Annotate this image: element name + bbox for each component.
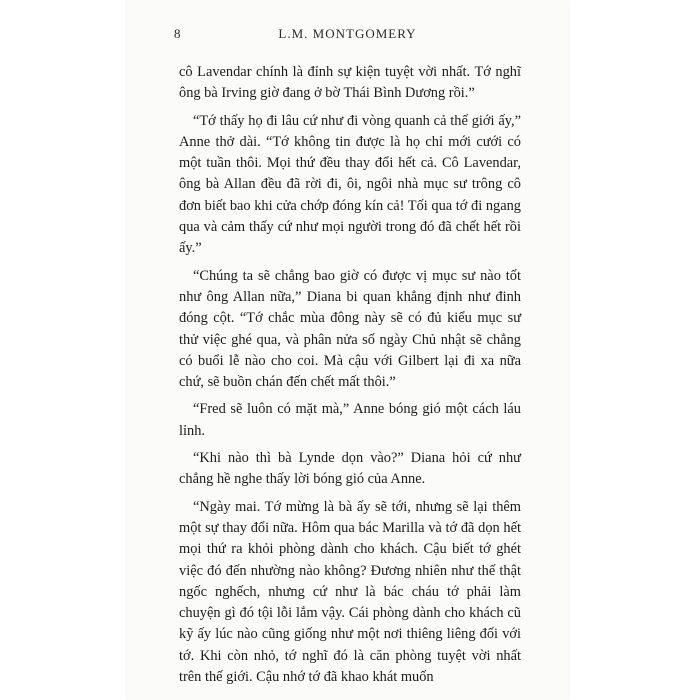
paragraph: “Ngày mai. Tớ mừng là bà ấy sẽ tới, nhưng sẽ lại thêm một sự thay đổi nữa. Hôm qua bác Marilla và tớ đã dọn hết mọi thứ ra khỏi phòng dành cho khách. Cậu biết tớ ghét việc đó đến nhường nào không? Đương nhiên như thế thật ngốc nghếch, nhưng cứ như là bác cháu tớ phải làm chuyện gì đó tội lỗi lắm vậy. Cái phòng dành cho khách cũ kỹ ấy lúc nào cũng giống như một nơi thiêng liêng đối với tớ. Khi còn nhỏ, tớ nghĩ đó là căn phòng tuyệt vời nhất trên thế giới. Cậu nhớ tớ đã khao khát muốn bbox=[179, 498, 521, 686]
body-text bbox=[179, 62, 521, 688]
book-page bbox=[127, 0, 568, 700]
paragraph: “Fred sẽ luôn có mặt mà,” Anne bóng gió một cách láu lỉnh. bbox=[179, 401, 521, 439]
page-header bbox=[127, 26, 568, 46]
paragraph: cô Lavendar chính là đỉnh sự kiện tuyệt vời nhất. Tớ nghĩ ông bà Irving giờ đang ở bờ Thái Bình Dương rồi.” bbox=[179, 64, 521, 102]
paragraph: “Chúng ta sẽ chẳng bao giờ có được vị mục sư nào tốt như ông Allan nữa,” Diana bi quan khẳng định như đinh đóng cột. “Tớ chắc mùa đông này sẽ có đủ kiểu mục sư thử việc ghé qua, và phân nửa số ngày Chủ nhật sẽ chẳng có buổi lễ nào cho coi. Mà cậu với Gilbert lại đi xa nữa chứ, sẽ buồn chán đến chết mất thôi.” bbox=[179, 267, 521, 391]
page-number: 8 bbox=[174, 26, 181, 41]
paragraph: “Tớ thấy họ đi lâu cứ như đi vòng quanh cả thế giới ấy,” Anne thở dài. “Tớ không tin được là họ chỉ mới cưới có một tuần thôi. Mọi thứ đều thay đổi hết cả. Cô Lavendar, ông bà Allan đều đã rời đi, ôi, ngôi nhà mục sư trông cô đơn biết bao khi cửa chớp đóng kín cả! Tối qua tớ đi ngang qua và cảm thấy cứ như mọi người trong đó đã chết hết rồi ấy.” bbox=[179, 112, 521, 257]
paragraph: “Khi nào thì bà Lynde dọn vào?” Diana hỏi cứ như chẳng hề nghe thấy lời bóng gió của Anne. bbox=[179, 450, 521, 488]
running-head-author: L.M. MONTGOMERY bbox=[278, 26, 417, 41]
